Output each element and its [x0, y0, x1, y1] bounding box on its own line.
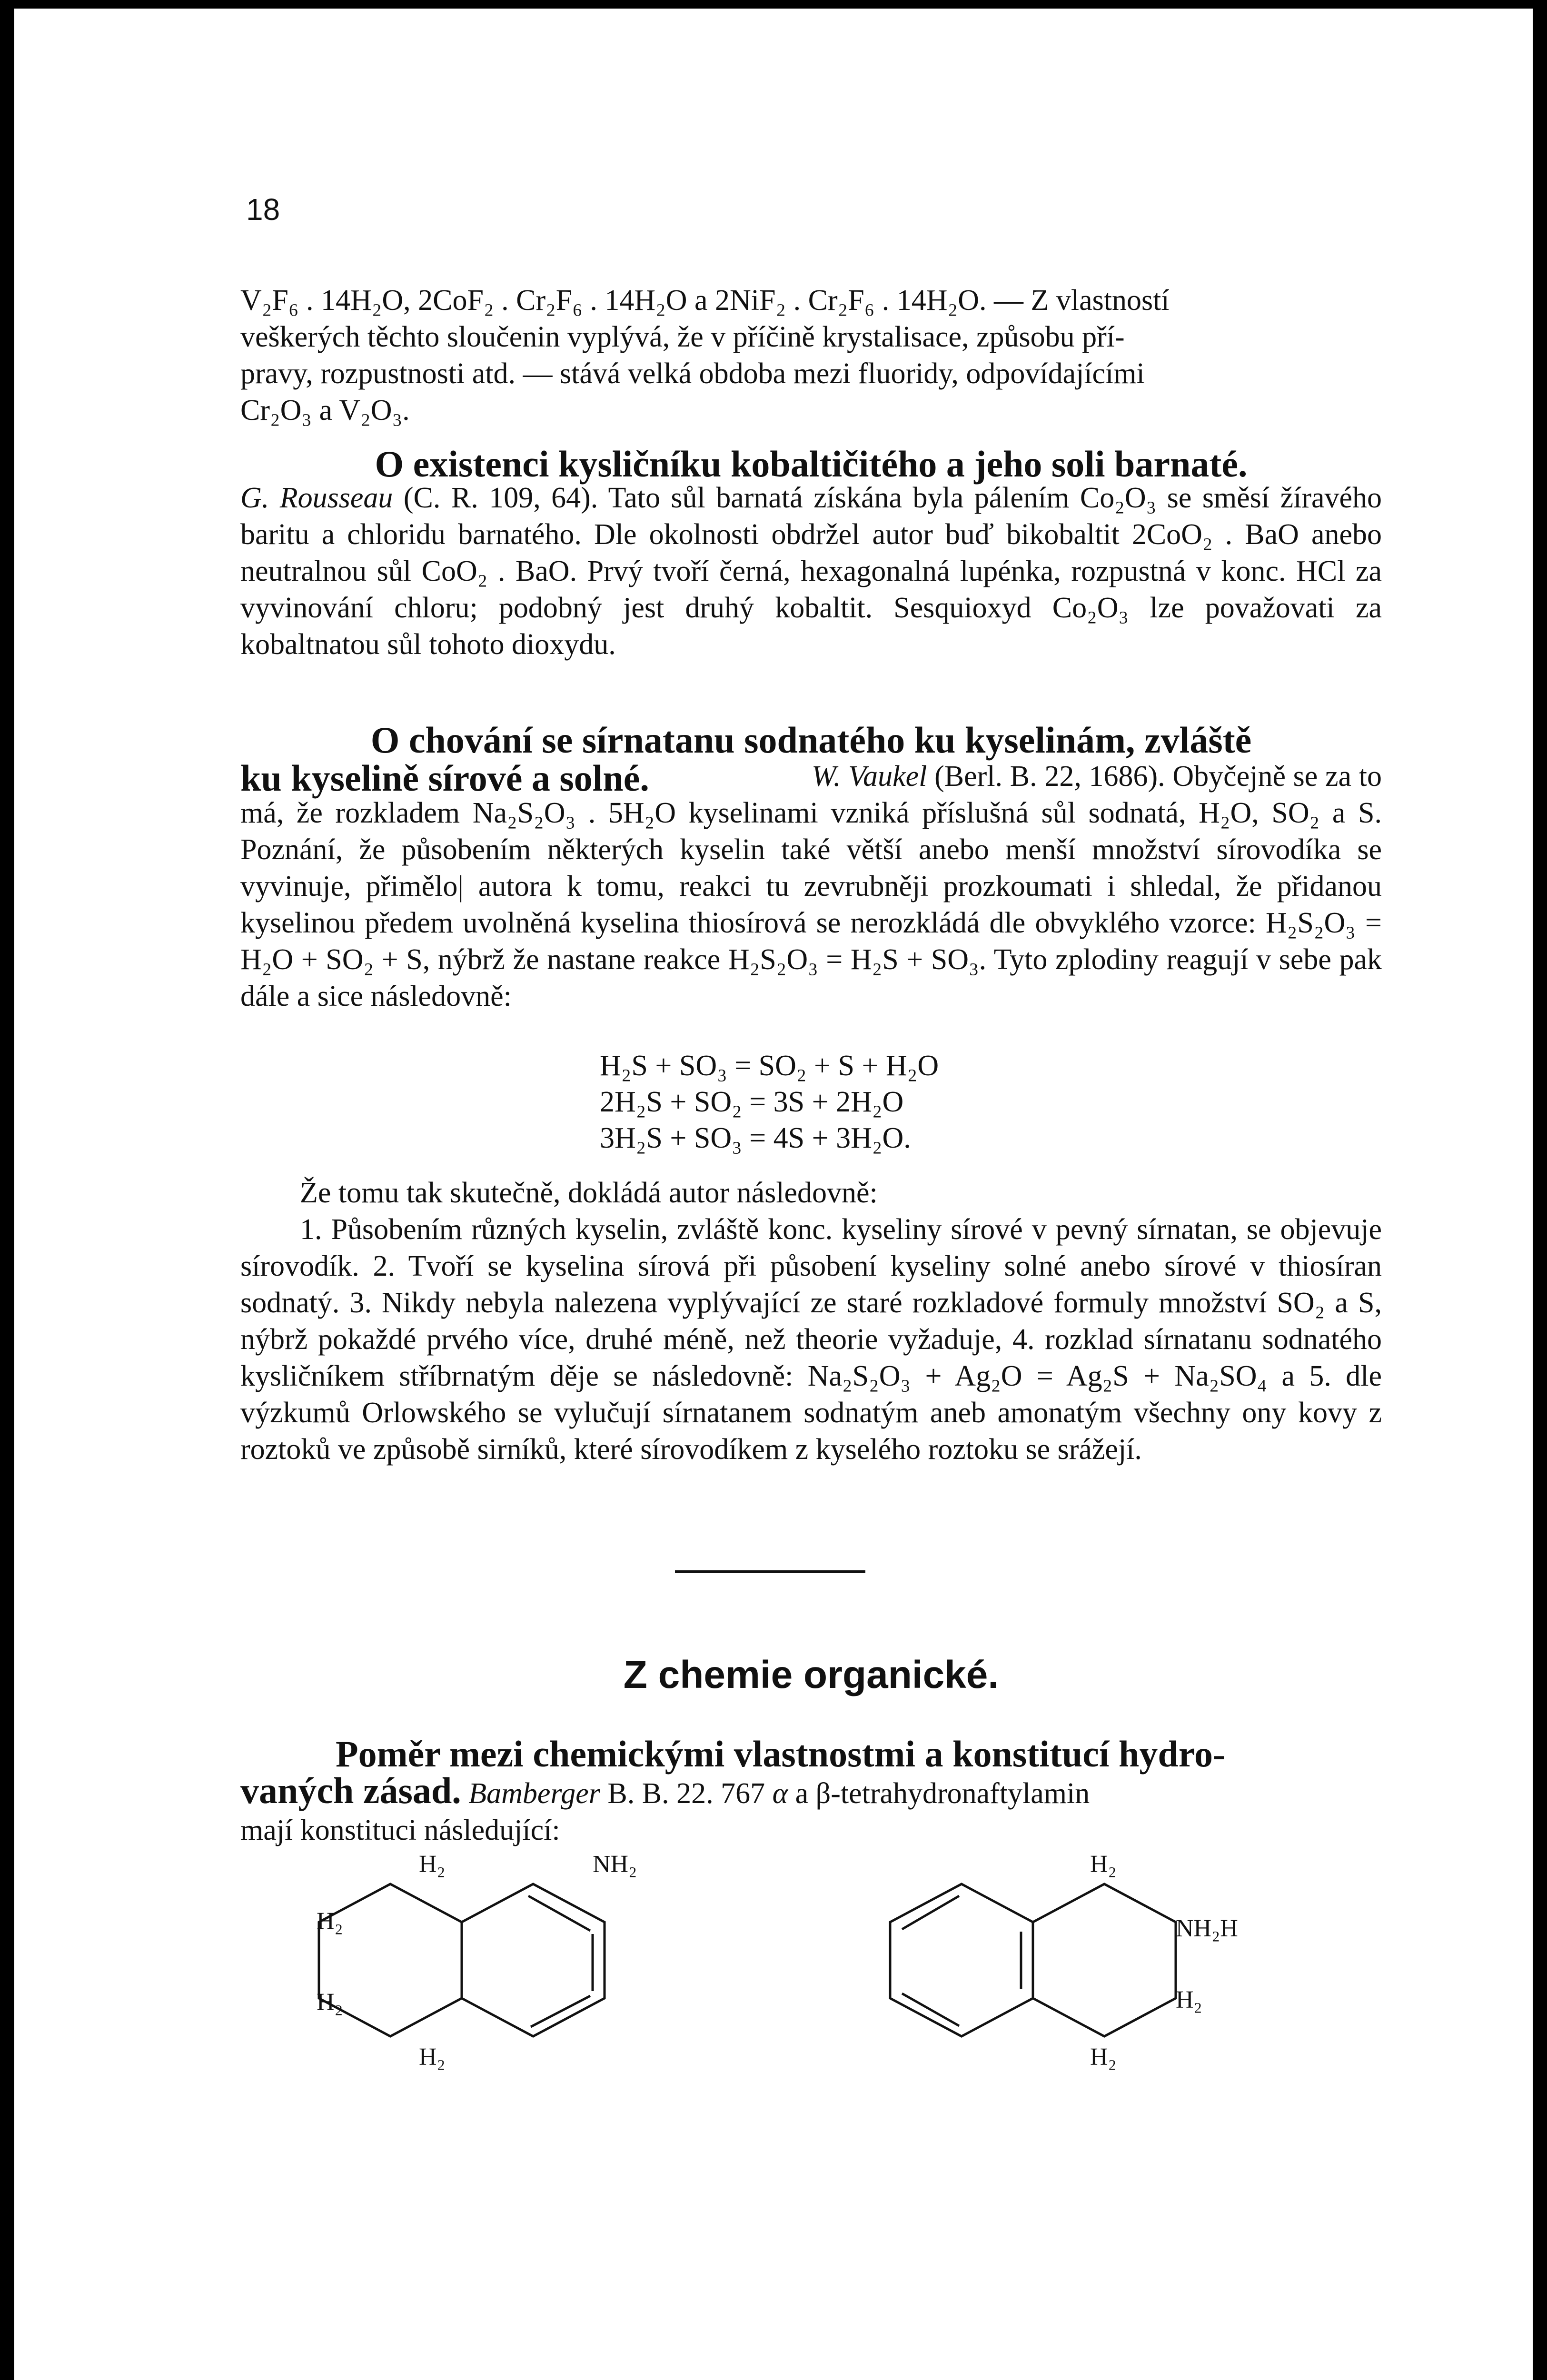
equation-1: H₂S + SO₃ = SO₂ + S + H₂O [600, 1050, 939, 1082]
beta-label-right-upper: NH₂H [1176, 1915, 1238, 1942]
section1-body: (C. R. 109, 64). Tato sůl barnatá získána byla pálením Co₂O₃ se směsí žíravého baritu a chloridu barnatého. Dle okolnosti obdržel autor buď bikobaltit 2CoO₂ . BaO anebo neutralnou sůl CoO₂ . BaO. Prvý tvoří černá, hexagonalná lupénka, rozpustná v konc. HCl za vyvinování chloru; podobný jest druhý kobaltit. Sesquioxyd Co₂O₃ lze považovati za kobaltnatou sůl tohoto dioxydu. [240, 482, 1382, 661]
proof-body: 1. Působením různých kyselin, zvláště konc. kyseliny sírové v pevný sírnatan, se objevuje sírovodík. 2. Tvoří se kyselina sírová při působení kyseliny solné anebo sírové v thiosíran sodnatý. 3. Nikdy nebyla nalezena vyplývající ze staré rozkladové formuly množství SO₂ a S, nýbrž pokaždé prvého více, druhé méně, než theorie vyžaduje, 4. rozklad sírnatanu sodnatého kysličníkem stříbrnatým děje se následovně: Na₂S₂O₃ + Ag₂O = Ag₂S + Na₂SO₄ a 5. dle výzkumů Orlowského se vylučují sírnatanem sodnatým aneb amonatým všechny ony kovy z roztoků ve způsobě sirníků, které sírovodíkem z kyselého roztoku se srážejí. [240, 1213, 1382, 1466]
section2-body: (Berl. B. 22, 1686). Obyčejně se za to má, že rozkladem Na₂S₂O₃ . 5H₂O kyselinami vzniká příslušná sůl sodnatá, H₂O, SO₂ a S. Poznání, že působením některých kyselin také větší anebo menší množství sírovodíka se vyvinuje, přimělo| autora k tomu, reakci tu zevrubněji prozkoumati i shledal, že přidanou kyselinou předem uvolněná kyselina thiosírová se nerozkládá dle obvyklého vzorce: H₂S₂O₃ = H₂O + SO₂ + S, nýbrž že nastane reakce H₂S₂O₃ = H₂S + SO₃. Tyto zplodiny reagují v sebe pak dále a sice následovně: [240, 760, 1382, 1012]
section1-author: G. Rousseau [240, 482, 393, 514]
equation-2: 2H₂S + SO₂ = 3S + 2H₂O [600, 1086, 904, 1118]
intro-line-1: V₂F₆ . 14H₂O, 2CoF₂ . Cr₂F₆ . 14H₂O a 2NiF₂ . Cr₂F₆ . 14H₂O. — Z vlastností [240, 284, 1170, 317]
equation-block [562, 1051, 990, 1153]
beta-label-right-lower: H₂ [1176, 1986, 1202, 2013]
section3-paragraph [240, 1772, 1382, 1849]
section1-heading: O existenci kysličníku kobaltičitého a jeho soli barnaté. [375, 443, 1248, 485]
organic-section-title: Z chemie organické. [623, 1653, 999, 1696]
intro-line-3: pravy, rozpustnosti atd. — stává velká obdoba mezi fluoridy, odpovídajícími [240, 357, 1145, 390]
alpha-label-mid-upper: H₂ [317, 1908, 343, 1935]
section3-author: Bamberger [468, 1777, 600, 1810]
section3-line2: mají konstituci následující: [240, 1814, 560, 1846]
alpha-label-bottom: H₂ [419, 2043, 446, 2071]
section-divider [675, 1570, 865, 1573]
beta-label-top: H₂ [1090, 1851, 1117, 1878]
section2-heading-line1: O chování se sírnatanu sodnatého ku kyselinám, zvláště [370, 719, 1252, 761]
intro-paragraph [240, 282, 1382, 429]
page-number: 18 [246, 192, 280, 227]
section3-heading-line2: vaných zásad. [240, 1770, 461, 1811]
beta-name: β-tetrahydronaftylamin [815, 1777, 1090, 1810]
section2-author: W. Vaukel [812, 760, 927, 793]
beta-label-bottom: H₂ [1090, 2043, 1117, 2071]
alpha-structure-bonds [319, 1884, 605, 2036]
equation-3: 3H₂S + SO₃ = 4S + 3H₂O. [600, 1122, 911, 1154]
alpha-symbol: α [772, 1777, 788, 1810]
alpha-label-top-right: NH₂ [593, 1851, 637, 1878]
beta-structure-bonds [890, 1884, 1176, 2036]
intro-line-4: Cr₂O₃ a V₂O₃. [240, 394, 410, 426]
page [14, 9, 1533, 2380]
section2-heading-line2: ku kyselině sírové a solné. [240, 757, 649, 799]
intro-line-2: veškerých těchto sloučenin vyplývá, že v příčině krystalisace, způsobu pří- [240, 321, 1125, 353]
section1-paragraph [240, 480, 1382, 663]
section2-proof [240, 1175, 1382, 1468]
section3-heading-line1: Poměr mezi chemickými vlastnostmi a konstitucí hydro- [336, 1733, 1225, 1775]
and-word: a [795, 1777, 809, 1810]
structural-formulas [14, 1846, 1533, 2155]
section2-paragraph [240, 758, 1382, 1015]
proof-intro: Že tomu tak skutečně, dokládá autor následovně: [300, 1177, 878, 1209]
section3-ref: B. B. 22. 767 [607, 1777, 765, 1810]
alpha-label-top-left: H₂ [419, 1851, 446, 1878]
alpha-label-mid-lower: H₂ [317, 1989, 343, 2016]
